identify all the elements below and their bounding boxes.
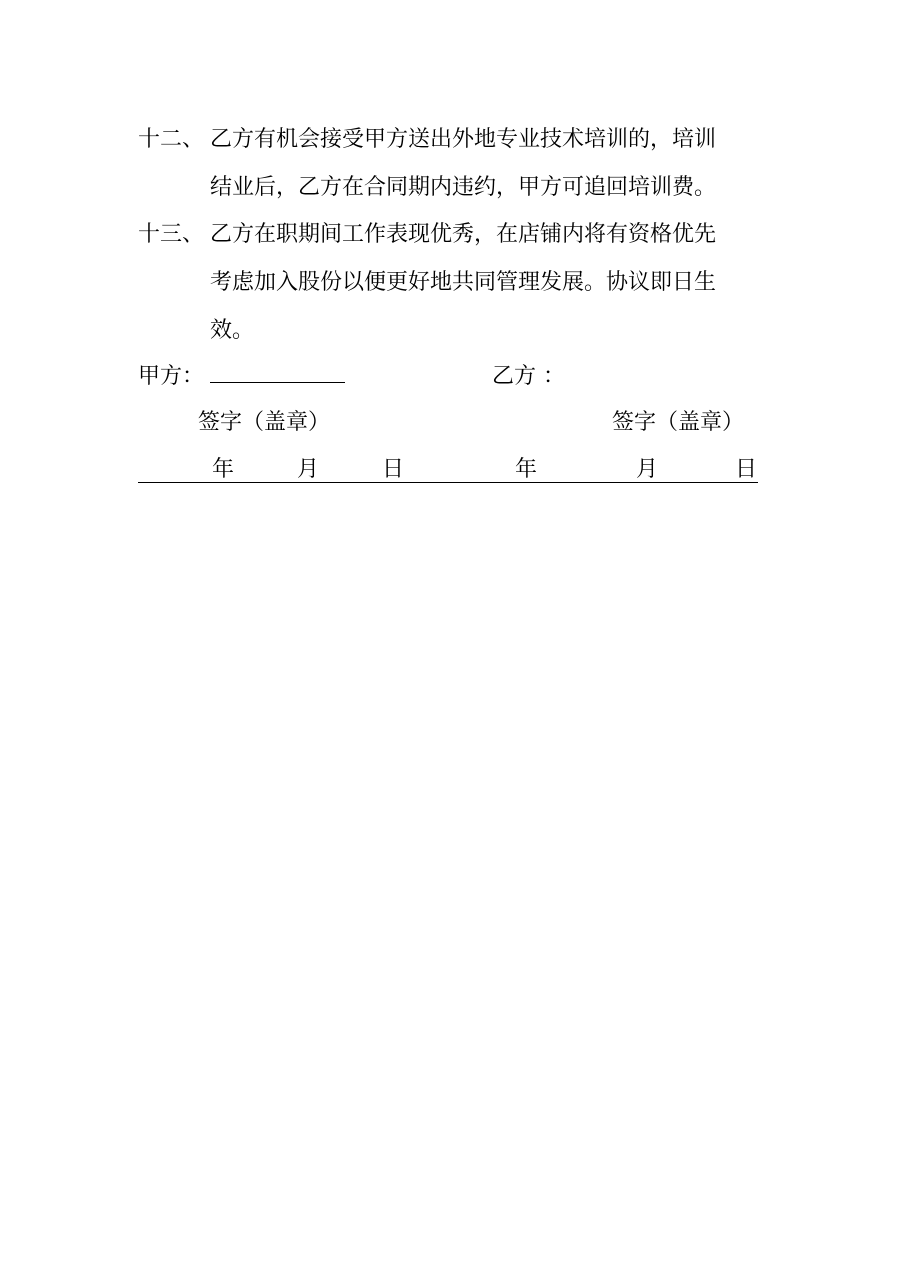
- clause-number: 十二、: [138, 127, 205, 152]
- date-b-month: 月: [636, 457, 659, 482]
- clause-line-text: 乙方有机会接受甲方送出外地专业技术培训的，培训: [210, 127, 717, 152]
- date-a-month: 月: [297, 457, 320, 482]
- clause-line: [210, 127, 768, 153]
- party-a-signature-line: [210, 382, 345, 383]
- date-underline: [138, 482, 758, 483]
- party-b-label: 乙方 ：: [492, 364, 565, 389]
- date-b-year: 年: [515, 457, 538, 482]
- date-b-day: 日: [735, 457, 758, 482]
- clause-line: 考虑加入股份以便更好地共同管理发展。协议即日生: [210, 270, 717, 295]
- clause-number: 十三、: [138, 222, 205, 247]
- date-a-year: 年: [212, 457, 235, 482]
- party-b-sign-seal: 签字（盖章）: [612, 410, 745, 435]
- date-a-day: 日: [382, 457, 405, 482]
- party-a-sign-seal: 签字（盖章）: [198, 410, 331, 435]
- clause-line: 效。: [210, 318, 255, 343]
- clause-line: 结业后，乙方在合同期内违约，甲方可追回培训费。: [210, 175, 717, 200]
- clause-line: 乙方在职期间工作表现优秀，在店铺内将有资格优先: [210, 222, 717, 247]
- party-a-label: 甲方：: [138, 364, 205, 389]
